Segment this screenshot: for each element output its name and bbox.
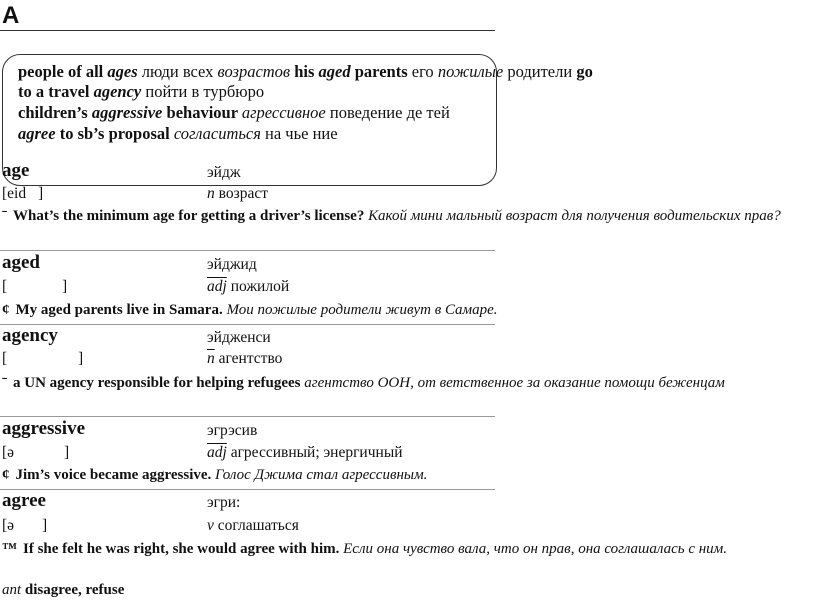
example-agency: ˉ a UN agency responsible for helping refugees агентство ООН, от ветственное за оказание помощи беженцам (2, 375, 725, 391)
bracket-aged: [ ] (2, 278, 68, 295)
example-aggressive: ¢ Jim’s voice became aggressive. Голос Джима стал агрессивным. (2, 467, 428, 483)
transcription-agree: эгри: (207, 494, 241, 511)
top-divider (0, 30, 495, 31)
bracket-age: [eid ] (2, 185, 44, 202)
bracket-agree: [ə ] (2, 517, 48, 534)
example-age: ˉ What’s the minimum age for getting a driver’s license? Какой мини мальный возраст для получения водительских прав? (2, 208, 781, 224)
divider (0, 416, 495, 417)
phrase-line-1: people of all ages люди всех возрастов his aged parents его пожилые родители go (18, 62, 593, 81)
meaning-age: n возраст (207, 185, 268, 202)
phrase-line-2: to a travel agency пойти в турбюро (18, 82, 265, 101)
meaning-agency: $\overline{n}$ агентство (207, 350, 283, 367)
bracket-aggressive: [ə ] (2, 444, 70, 461)
headword-aged: aged (2, 252, 40, 273)
meaning-aged: $\overline{adj}$ пожилой (207, 278, 290, 295)
transcription-age: эйдж (207, 164, 241, 181)
example-agree: ™ If she felt he was right, she would agree with him. Если она чувство вала, что он прав, она соглашалась с ним. (2, 541, 728, 557)
transcription-aggressive: эгрэсив (207, 422, 258, 439)
phrase-line-3: children’s aggressive behaviour агрессивное поведение де тей (18, 103, 450, 122)
section-letter: A (2, 2, 20, 29)
headword-aggressive: aggressive (2, 418, 86, 439)
example-aged: ¢ My aged parents live in Samara. Мои пожилые родители живут в Самаре. (2, 302, 498, 318)
meaning-aggressive: $\overline{adj}$ агрессивный; энергичный (207, 444, 403, 461)
antonyms: ant disagree, refuse (2, 582, 125, 598)
divider (0, 250, 495, 251)
transcription-aged: эйджид (207, 256, 257, 273)
phrase-line-4: agree to sb’s proposal согласиться на чье ние (18, 124, 338, 143)
meaning-agree: v соглашаться (207, 517, 299, 534)
headword-age: age (2, 160, 30, 181)
divider (0, 489, 495, 490)
divider (0, 324, 495, 325)
headword-agree: agree (2, 490, 46, 511)
transcription-agency: эйдженси (207, 329, 271, 346)
bracket-agency: [ ] (2, 350, 84, 367)
headword-agency: agency (2, 325, 58, 346)
